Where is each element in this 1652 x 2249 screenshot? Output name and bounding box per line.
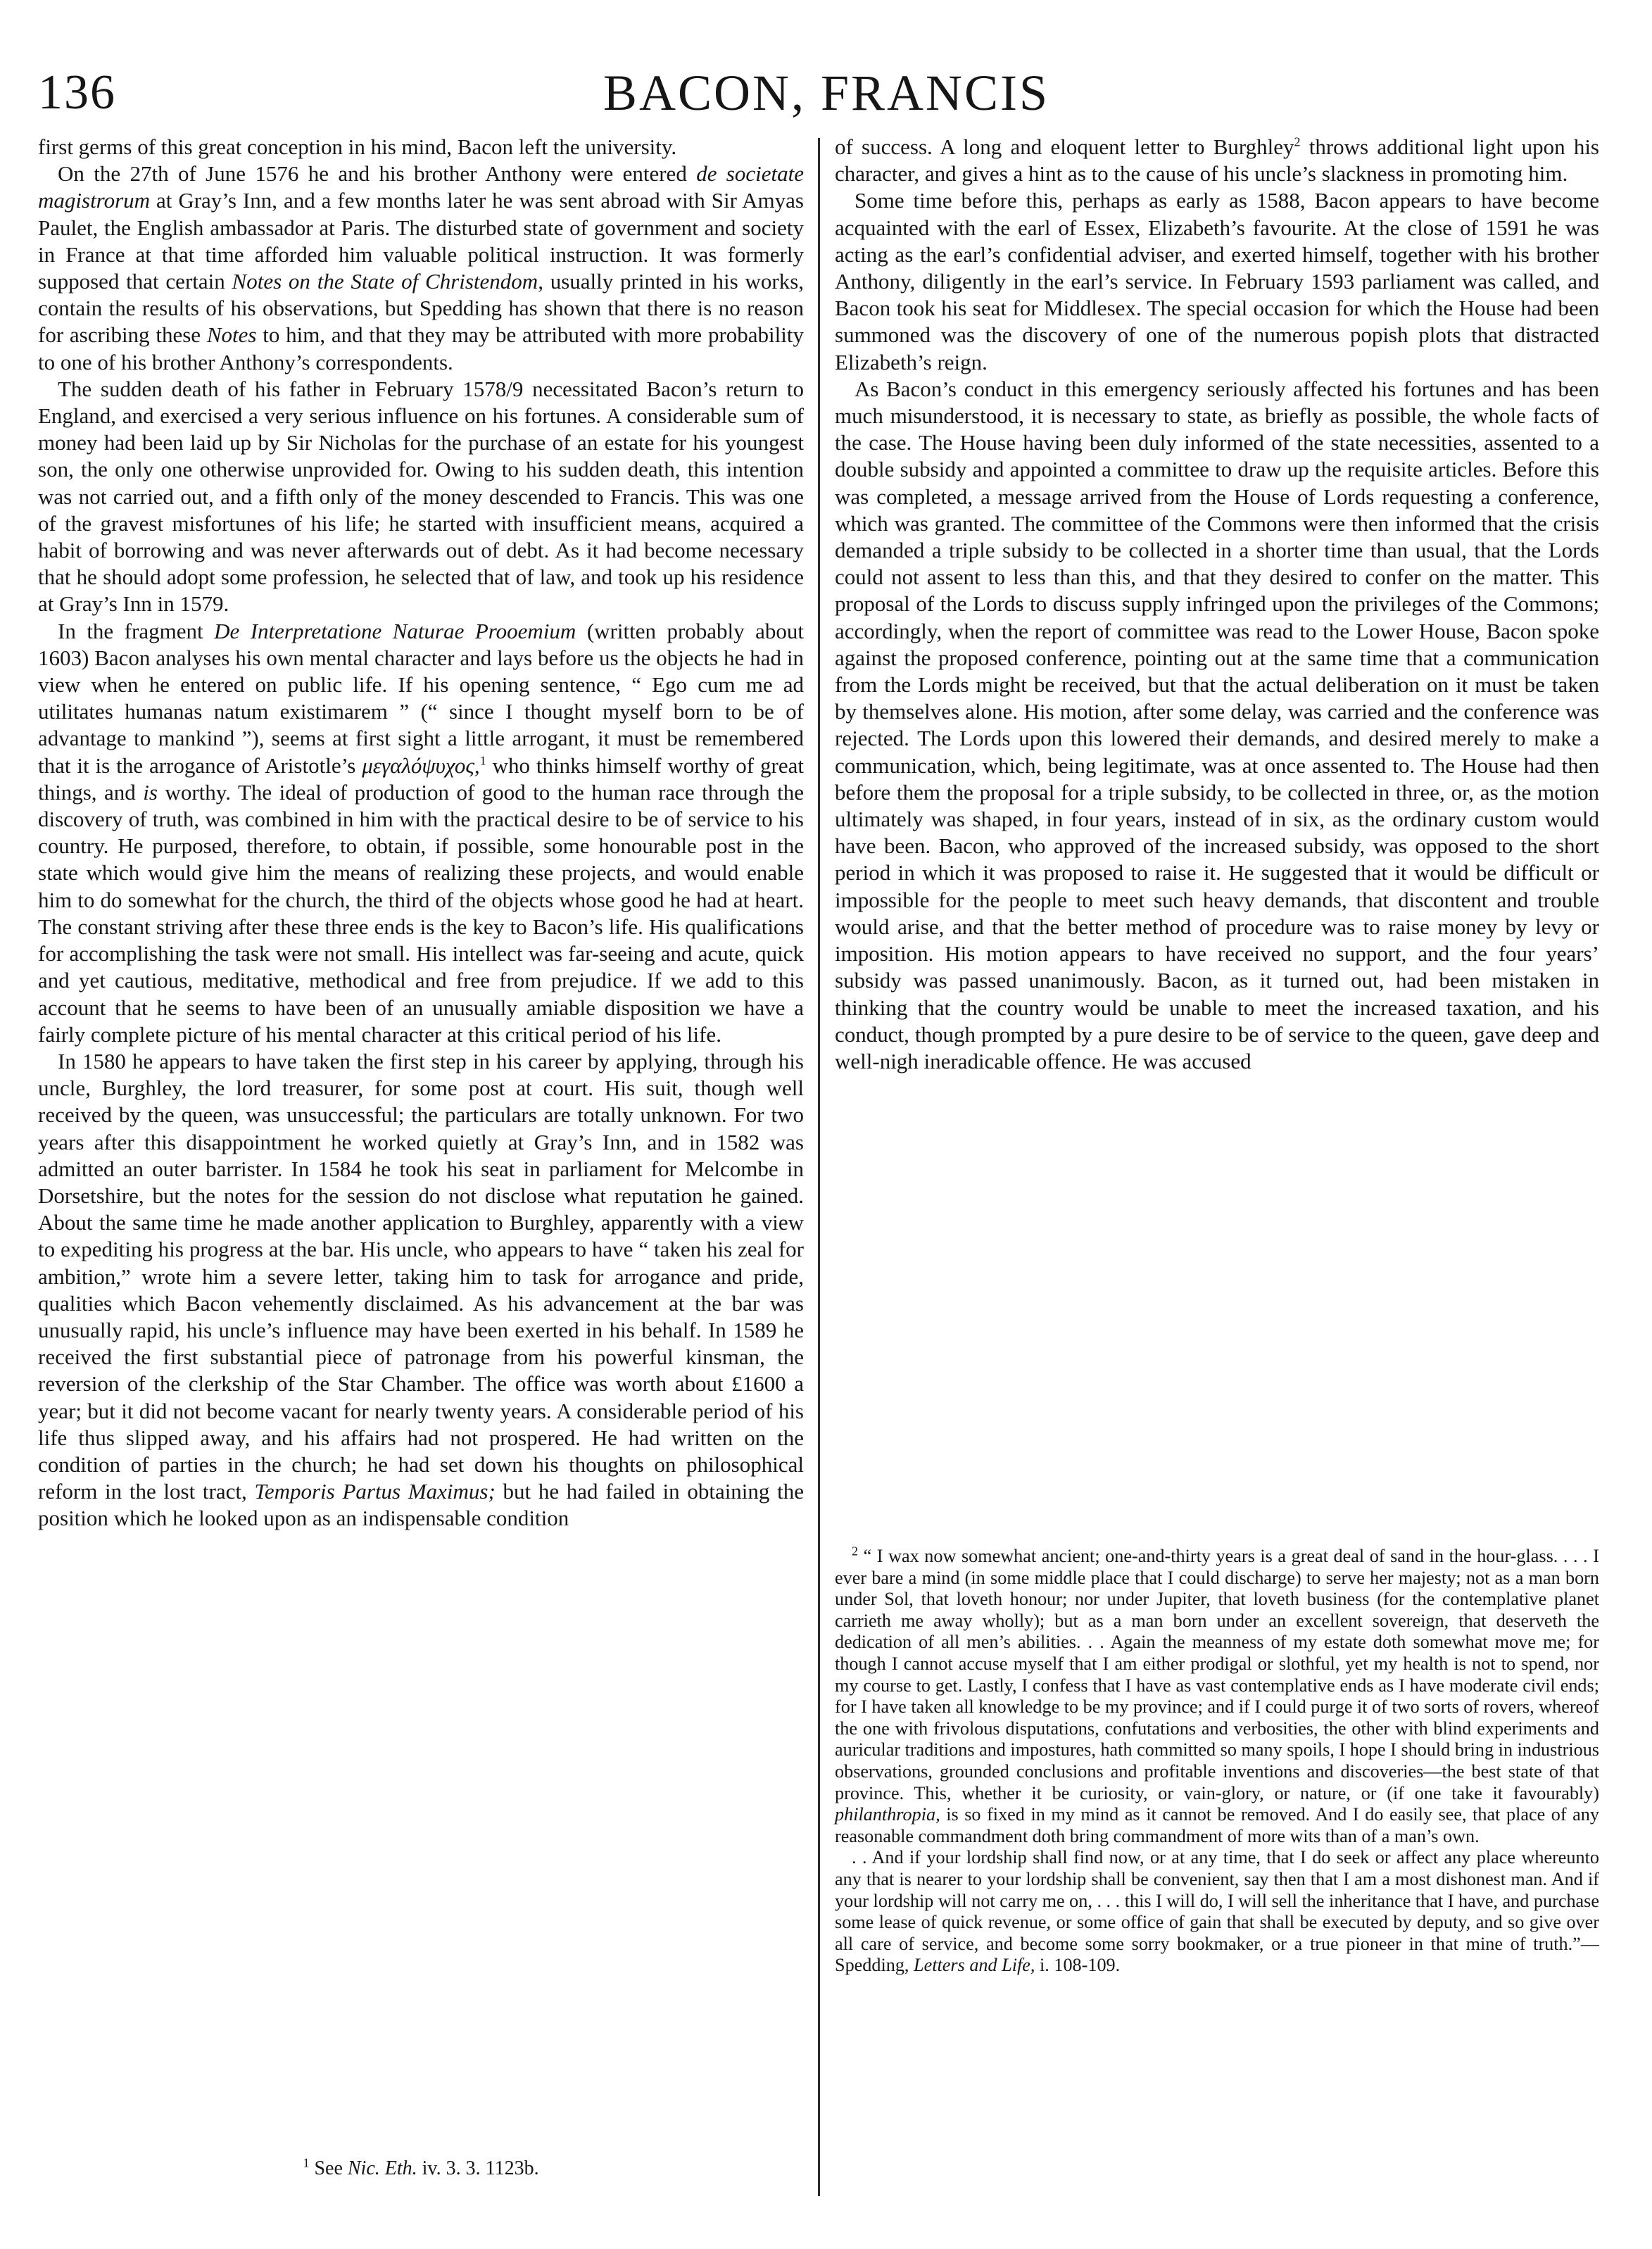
right-column: [835, 134, 1599, 1075]
paragraph: On the 27th of June 1576 he and his brother Anthony were entered de societate magistrorum at Gray’s Inn, and a few months later he was sent abroad with Sir Amyas Paulet, the English ambassador at Paris. The disturbed state of government and society in France at that time afforded him valuable political instruction. It was formerly supposed that certain Notes on the State of Christendom, usually printed in his works, contain the results of his observations, but Spedding has shown that there is no reason for ascribing these Notes to him, and that they may be attributed with more probability to one of his brother Anthony’s correspondents.: [38, 161, 805, 374]
column-divider: [818, 138, 820, 2196]
footnote-ref: 2: [1294, 134, 1301, 149]
page-number: 136: [38, 65, 116, 120]
footnote-2: [835, 1546, 1599, 1977]
running-title: BACON, FRANCIS: [603, 65, 1050, 121]
paragraph: Some time before this, perhaps as early as 1588, Bacon appears to have become acquainted with the earl of Essex, Elizabeth’s favourite. At the close of 1591 he was acting as the earl’s confidential adviser, and exerted himself, together with his brother Anthony, diligently in the earl’s service. In February 1593 parliament was called, and Bacon took his seat for Middlesex. The special occasion for which the House had been summoned was the discovery of one of the numerous popish plots that distracted Elizabeth’s reign.: [835, 188, 1599, 374]
paragraph: first germs of this great conception in his mind, Bacon left the university.: [38, 134, 677, 159]
paragraph: In 1580 he appears to have taken the first step in his career by applying, through his uncle, Burghley, the lord treasurer, for some post at court. His suit, though well received by the queen, was unsuccessful; the particulars are totally unknown. For two years after this disappointment he worked quietly at Gray’s Inn, and in 1582 was admitted an outer barrister. In 1584 he took his seat in parliament for Melcombe in Dorsetshire, but the notes for the session do not disclose what reputation he gained. About the same time he made another application to Burghley, apparently with a view to expediting his progress at the bar. His uncle, who appears to have “ taken his zeal for ambition,” wrote him a severe letter, taking him to task for arrogance and pride, qualities which Bacon vehemently disclaimed. As his advancement at the bar was unusually rapid, his uncle’s influence may have been exerted in his behalf. In 1589 he received the first substantial piece of patronage from his powerful kinsman, the reversion of the clerkship of the Star Chamber. The office was worth about £1600 a year; but it did not become vacant for nearly twenty years. A considerable period of his life thus slipped away, and his affairs had not prospered. He had written on the condition of parties in the church; he had set down his thoughts on philosophical reform in the lost tract, Temporis Partus Maximus; but he had failed in obtaining the position which he looked upon as an indispensable condition: [38, 1048, 804, 1531]
page-header: [38, 56, 1615, 134]
left-column: [38, 134, 804, 1532]
paragraph: of success. A long and eloquent letter to Burghley$^2$ throws additional light upon his character, and gives a hint as to the cause of his uncle’s slackness in promoting him.: [835, 134, 1599, 187]
footnote-paragraph: $^2$ “ I wax now somewhat ancient; one-and-thirty years is a great deal of sand in the hour-glass. . . . I ever bare a mind (in some middle place that I could discharge) to serve her majesty; not as a man born under Sol, that loveth honour; nor under Jupiter, that loveth business (for the contemplative planet carrieth me away wholly); but as a man born under an excellent sovereign, that deserveth the dedication of all men’s abilities. . . Again the meanness of my estate doth somewhat move me; for though I cannot accuse myself that I am either prodigal or slothful, yet my health is not to spend, nor my course to get. Lastly, I confess that I have as vast contemplative ends as I have moderate civil ends; for I have taken all knowledge to be my province; and if I could purge it of two sorts of rovers, whereof the one with frivolous disputations, confutations and verbosities, the other with blind experiments and auricular traditions and impostures, hath committed so many spoils, I hope I should bring in industrious observations, grounded conclusions and profitable inventions and discoveries—the best state of that province. This, whether it be curiosity, or vain-glory, or nature, or (if one take it favourably) philanthropia, is so fixed in my mind as it cannot be removed. And I do easily see, that place of any reasonable commandment doth bring commandment of more wits than of a man’s own.: [835, 1544, 1599, 1846]
footnote-ref: 1: [479, 753, 486, 768]
paragraph: As Bacon’s conduct in this emergency seriously affected his fortunes and has been much misunderstood, it is necessary to state, as briefly as possible, the whole facts of the case. The House having been duly informed of the state necessities, assented to a double subsidy and appointed a committee to draw up the requisite articles. Before this was completed, a message arrived from the House of Lords requesting a conference, which was granted. The committee of the Commons were then informed that the crisis demanded a triple subsidy to be collected in a shorter time than usual, that the Lords could not assent to less than this, and that they desired to confer on the matter. This proposal of the Lords to discuss supply infringed upon the privileges of the Commons; accordingly, when the report of committee was read to the Lower House, Bacon spoke against the proposed conference, pointing out at the same time that a communication from the Lords might be received, but that the actual deliberation on it must be taken by themselves alone. His motion, after some delay, was carried and the conference was rejected. The Lords upon this lowered their demands, and desired merely to make a communication, which, being legitimate, was at once assented to. The House had then before them the proposal for a triple subsidy, to be collected in three, or, as the motion ultimately was shaped, in four years, instead of in six, as the ordinary custom would have been. Bacon, who approved of the increased subsidy, was opposed to the short period in which it was proposed to raise it. He suggested that it would be difficult or impossible for the people to meet such heavy demands, that discontent and trouble would arise, and that the better method of procedure was to raise money by levy or imposition. His motion appears to have received no support, and the four years’ subsidy was passed unanimously. Bacon, as it turned out, had been mistaken in thinking that the country would be unable to meet the increased taxation, and his conduct, though prompted by a pure desire to be of service to the queen, gave deep and well-nigh ineradicable offence. He was accused: [835, 376, 1599, 1073]
paragraph: In the fragment De Interpretatione Naturae Prooemium (written probably about 1603) Bacon analyses his own mental character and lays before us the objects he had in view when he entered on public life. If his opening sentence, “ Ego cum me ad utilitates humanas natum existimarem ” (“ since I thought myself born to be of advantage to mankind ”), seems at first sight a little arrogant, it must be remembered that it is the arrogance of Aristotle’s μεγαλόψυχος,$^1$ who thinks himself worthy of great things, and is worthy. The ideal of production of good to the human race through the discovery of truth, was combined in him with the practical desire to be of service to his country. He purposed, therefore, to obtain, if possible, some honourable post in the state which would give him the means of realizing these projects, and would enable him to do somewhat for the church, the third of the objects whose good he had at heart. The constant striving after these three ends is the key to Bacon’s life. His qualifications for accomplishing the task were not small. His intellect was far-seeing and acute, quick and yet cautious, meditative, methodical and free from prejudice. If we add to this account that he seems to have been of an unusually amiable disposition we have a fairly complete picture of his mental character at this critical period of his life.: [38, 618, 804, 1047]
footnote-1: $^1$ See Nic. Eth. iv. 3. 3. 1123b.: [303, 2155, 539, 2179]
paragraph: The sudden death of his father in February 1578/9 necessitated Bacon’s return to England, and exercised a very serious influence on his fortunes. A considerable sum of money had been laid up by Sir Nicholas for the purchase of an estate for his youngest son, the only one otherwise unprovided for. Owing to his sudden death, this intention was not carried out, and a fifth only of the money descended to Francis. This was one of the gravest misfortunes of his life; he started with insufficient means, acquired a habit of borrowing and was never afterwards out of debt. As it had become necessary that he should adopt some profession, he selected that of law, and took up his residence at Gray’s Inn in 1579.: [38, 376, 804, 617]
footnote-paragraph: . . And if your lordship shall find now, or at any time, that I do seek or affect any place whereunto any that is nearer to your lordship shall be convenient, say then that I am a most dishonest man. And if your lordship will not carry me on, . . . this I will do, I will sell the inheritance that I have, and purchase some lease of quick revenue, or some office of gain that shall be executed by deputy, and so give over all care of service, and become some sorry bookmaker, or a true pioneer in that mine of truth.”—Spedding, Letters and Life, i. 108-109.: [835, 1847, 1599, 1976]
